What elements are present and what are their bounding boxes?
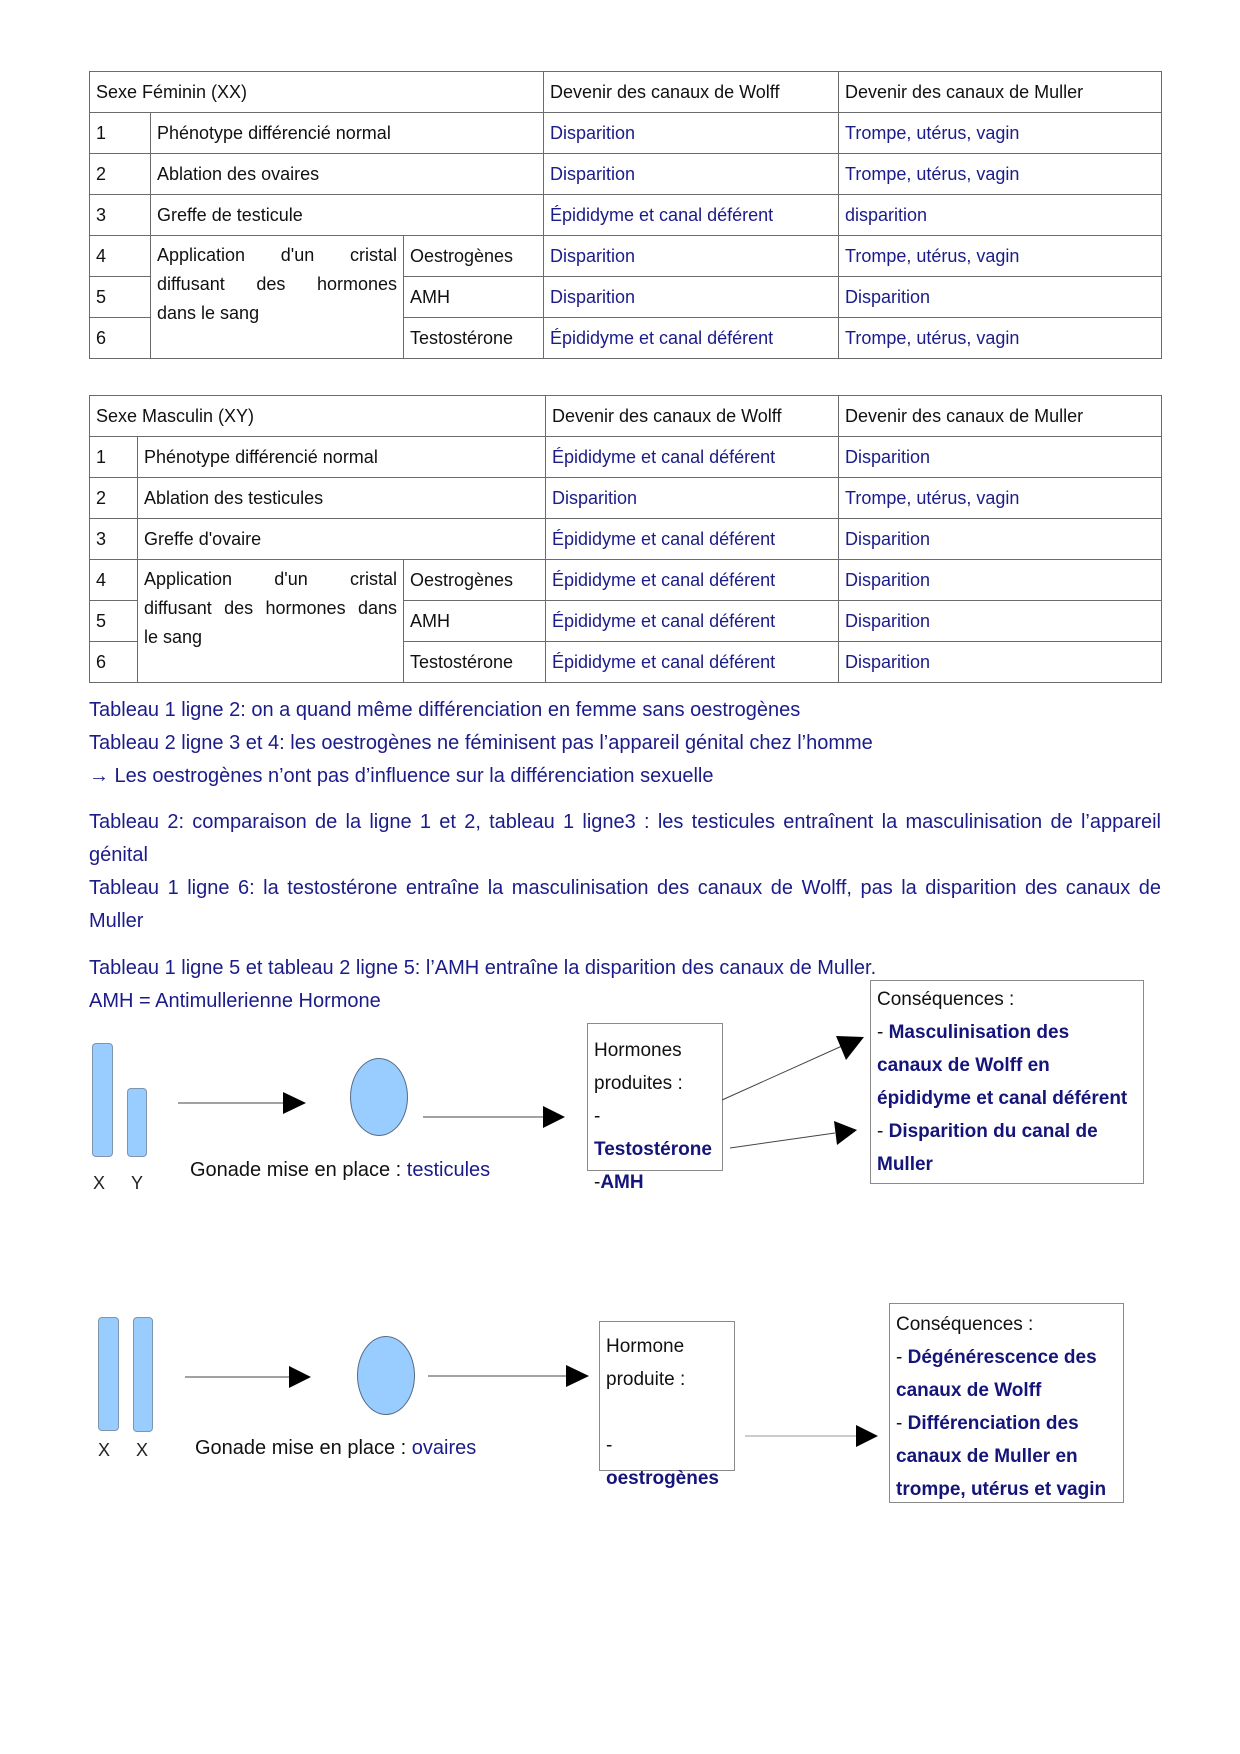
hormone-item: -AMH bbox=[594, 1172, 644, 1193]
row-muller: Trompe, utérus, vagin bbox=[839, 154, 1162, 195]
row-number: 6 bbox=[90, 642, 138, 683]
consequence-item: - Masculinisation des canaux de Wolff en épididyme et canal déférent bbox=[877, 1022, 1128, 1109]
gonad-caption-prefix: Gonade mise en place : bbox=[195, 1437, 412, 1459]
consequence-text: Dégénérescence des canaux de Wolff bbox=[896, 1347, 1097, 1401]
hormone-name: AMH bbox=[600, 1172, 644, 1193]
row-hormone: AMH bbox=[404, 277, 544, 318]
consequence-item: - Dégénérescence des canaux de Wolff bbox=[896, 1347, 1097, 1401]
row-number: 4 bbox=[90, 560, 138, 601]
row-condition: Greffe de testicule bbox=[151, 195, 544, 236]
row-muller: Disparition bbox=[839, 519, 1162, 560]
consequences-title: Conséquences : bbox=[896, 1314, 1034, 1335]
row-number: 2 bbox=[90, 154, 151, 195]
row-number: 2 bbox=[90, 478, 138, 519]
row-muller: Trompe, utérus, vagin bbox=[839, 236, 1162, 277]
hormone-item: - oestrogènes bbox=[606, 1435, 719, 1489]
row-wolff: Épididyme et canal déférent bbox=[546, 642, 839, 683]
chromosome-label-y: Y bbox=[131, 1173, 144, 1193]
arrow-head-icon bbox=[283, 1092, 306, 1114]
row-number: 5 bbox=[90, 601, 138, 642]
row-wolff: Disparition bbox=[544, 113, 839, 154]
row-number: 1 bbox=[90, 113, 151, 154]
row-number: 5 bbox=[90, 277, 151, 318]
consequence-text: Masculinisation des canaux de Wolff en épididyme et canal déférent bbox=[877, 1022, 1128, 1109]
row-number: 3 bbox=[90, 195, 151, 236]
row-hormone: Testostérone bbox=[404, 318, 544, 359]
header-muller: Devenir des canaux de Muller bbox=[839, 72, 1162, 113]
row-wolff: Épididyme et canal déférent bbox=[546, 601, 839, 642]
arrow-head-icon bbox=[543, 1106, 565, 1128]
row-wolff: Épididyme et canal déférent bbox=[544, 195, 839, 236]
row-muller: Disparition bbox=[839, 277, 1162, 318]
note-1: Tableau 1 ligne 2: on a quand même différenciation en femme sans oestrogènes bbox=[89, 699, 801, 721]
hormones-title: produites : bbox=[594, 1073, 683, 1094]
gonad-caption-prefix: Gonade mise en place : bbox=[190, 1159, 407, 1181]
row-muller: Trompe, utérus, vagin bbox=[839, 478, 1162, 519]
row-muller: Disparition bbox=[839, 601, 1162, 642]
row-number: 3 bbox=[90, 519, 138, 560]
hormone-name: Testostérone bbox=[594, 1139, 712, 1160]
condition-line: dans le sang bbox=[157, 303, 260, 323]
row-condition: Phénotype différencié normal bbox=[151, 113, 544, 154]
row-wolff: Disparition bbox=[544, 154, 839, 195]
chromosome-label-x: X bbox=[98, 1440, 111, 1460]
row-muller: disparition bbox=[839, 195, 1162, 236]
note-amh-definition: AMH = Antimullerienne Hormone bbox=[89, 990, 381, 1012]
row-hormone: Oestrogènes bbox=[404, 560, 546, 601]
row-wolff: Disparition bbox=[544, 236, 839, 277]
hormones-title: produite : bbox=[606, 1369, 686, 1390]
condition-line: Application d'un cristal bbox=[157, 245, 397, 265]
note-4: Tableau 1 ligne 6: la testostérone entraîne la masculinisation des canaux de Wolff, pas la disparition des canaux de Muller bbox=[89, 877, 1161, 932]
header-wolff: Devenir des canaux de Wolff bbox=[546, 396, 839, 437]
row-condition: Phénotype différencié normal bbox=[138, 437, 546, 478]
consequence-item: - Disparition du canal de Muller bbox=[877, 1121, 1098, 1175]
note-conclusion-oestrogenes: → Les oestrogènes n’ont pas d’influence sur la différenciation sexuelle bbox=[89, 765, 714, 787]
row-muller: Trompe, utérus, vagin bbox=[839, 113, 1162, 154]
row-hormone: Testostérone bbox=[404, 642, 546, 683]
row-muller: Trompe, utérus, vagin bbox=[839, 318, 1162, 359]
consequences-title: Conséquences : bbox=[877, 989, 1015, 1010]
gonad-name: testicules bbox=[406, 1159, 491, 1181]
consequence-text: Différenciation des canaux de Muller en trompe, utérus et vagin bbox=[896, 1413, 1107, 1500]
gonad-name: ovaires bbox=[411, 1437, 477, 1459]
arrow-head-icon bbox=[566, 1365, 589, 1387]
row-number: 4 bbox=[90, 236, 151, 277]
hormones-title: Hormone bbox=[606, 1336, 685, 1357]
row-hormone: AMH bbox=[404, 601, 546, 642]
chromosome-label-x: X bbox=[93, 1173, 106, 1193]
condition-line: le sang bbox=[144, 627, 203, 647]
hormone-name: oestrogènes bbox=[606, 1468, 719, 1489]
hormone-item: -Testostérone bbox=[594, 1106, 712, 1160]
consequence-text: Disparition du canal de Muller bbox=[877, 1121, 1098, 1175]
header-wolff: Devenir des canaux de Wolff bbox=[544, 72, 839, 113]
row-number: 1 bbox=[90, 437, 138, 478]
row-muller: Disparition bbox=[839, 560, 1162, 601]
arrow-testosterone-to-consequence bbox=[722, 1046, 842, 1100]
row-wolff: Épididyme et canal déférent bbox=[546, 437, 839, 478]
note-5: Tableau 1 ligne 5 et tableau 2 ligne 5: l’AMH entraîne la disparition des canaux de Muller. bbox=[89, 957, 877, 979]
table-title: Sexe Masculin (XY) bbox=[90, 396, 546, 437]
row-condition: Ablation des ovaires bbox=[151, 154, 544, 195]
consequence-item: - Différenciation des canaux de Muller en trompe, utérus et vagin bbox=[896, 1413, 1107, 1500]
arrow-head-icon bbox=[856, 1425, 878, 1447]
arrow-amh-to-consequence bbox=[730, 1133, 835, 1148]
note-3: Tableau 2: comparaison de la ligne 1 et 2, tableau 1 ligne3 : les testicules entraînent la masculinisation de l’appareil génital bbox=[89, 811, 1161, 866]
table-title: Sexe Féminin (XX) bbox=[90, 72, 544, 113]
header-muller: Devenir des canaux de Muller bbox=[839, 396, 1162, 437]
note-2: Tableau 2 ligne 3 et 4: les oestrogènes ne féminisent pas l’appareil génital chez l’homme bbox=[89, 732, 873, 754]
chromosome-label-x: X bbox=[136, 1440, 149, 1460]
condition-line: diffusant des hormones bbox=[157, 274, 397, 294]
row-hormone: Oestrogènes bbox=[404, 236, 544, 277]
row-condition: Greffe d'ovaire bbox=[138, 519, 546, 560]
row-wolff: Épididyme et canal déférent bbox=[544, 318, 839, 359]
condition-line: diffusant des hormones dans bbox=[144, 598, 397, 618]
hormones-title: Hormones bbox=[594, 1040, 682, 1061]
row-wolff: Épididyme et canal déférent bbox=[546, 560, 839, 601]
arrow-head-icon bbox=[834, 1121, 857, 1145]
row-condition: Ablation des testicules bbox=[138, 478, 546, 519]
condition-line: Application d'un cristal bbox=[144, 569, 397, 589]
arrow-head-icon bbox=[836, 1036, 864, 1060]
row-number: 6 bbox=[90, 318, 151, 359]
row-wolff: Disparition bbox=[546, 478, 839, 519]
row-muller: Disparition bbox=[839, 642, 1162, 683]
row-wolff: Épididyme et canal déférent bbox=[546, 519, 839, 560]
arrow-head-icon bbox=[289, 1366, 311, 1388]
row-wolff: Disparition bbox=[544, 277, 839, 318]
row-muller: Disparition bbox=[839, 437, 1162, 478]
